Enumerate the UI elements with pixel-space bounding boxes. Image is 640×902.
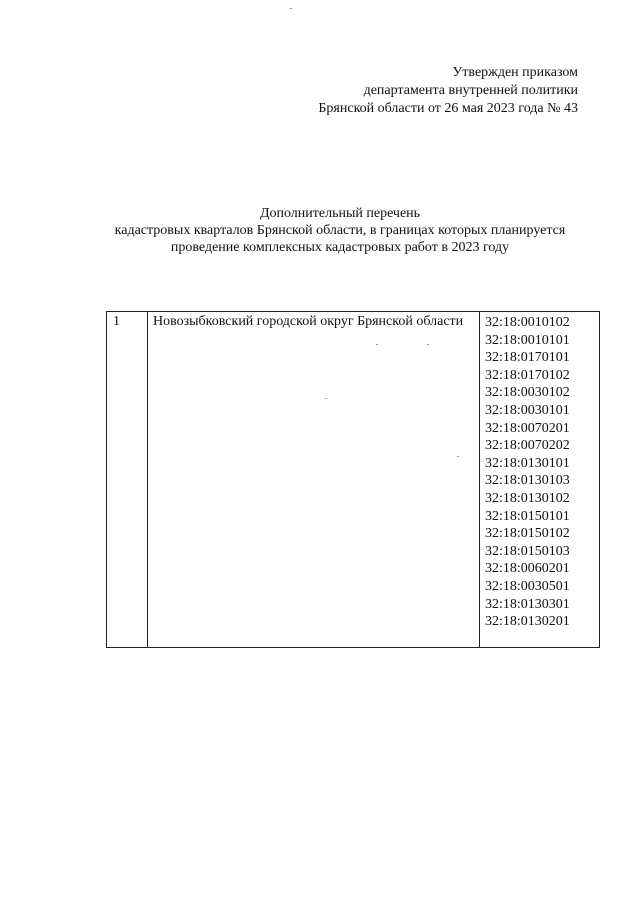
row-number-cell bbox=[107, 312, 148, 648]
cadastral-code: 32:18:0030101 bbox=[485, 402, 570, 418]
cadastral-code: 32:18:0070202 bbox=[485, 438, 570, 454]
cadastral-code: 32:18:0030102 bbox=[485, 385, 570, 401]
district-cell bbox=[148, 312, 480, 648]
cadastral-code: 32:18:0010102 bbox=[485, 315, 570, 330]
scan-speck bbox=[457, 456, 459, 457]
cadastral-code: 32:18:0170102 bbox=[485, 367, 570, 383]
cadastral-code: 32:18:0130301 bbox=[485, 596, 570, 612]
scan-speck bbox=[427, 344, 429, 345]
cadastral-code: 32:18:0060201 bbox=[485, 561, 570, 577]
cadastral-code: 32:18:0150101 bbox=[485, 508, 570, 524]
district-name: Новозыбковский городской округ Брянской области bbox=[153, 314, 464, 329]
cadastral-code: 32:18:0150102 bbox=[485, 526, 570, 542]
cadastral-code: 32:18:0170101 bbox=[485, 350, 570, 366]
cadastral-code: 32:18:0030501 bbox=[485, 578, 570, 594]
table-row bbox=[107, 312, 600, 648]
cadastral-code: 32:18:0130103 bbox=[485, 473, 570, 489]
approval-stamp bbox=[318, 64, 578, 118]
cadastral-quarters-table bbox=[106, 311, 600, 648]
cadastral-code: 32:18:0150103 bbox=[485, 543, 570, 559]
cadastral-code: 32:18:0130101 bbox=[485, 455, 570, 471]
title-line-1: Дополнительный перечень bbox=[259, 206, 421, 221]
scan-speck bbox=[290, 8, 292, 9]
scan-speck bbox=[376, 344, 378, 345]
title-line-2: кадастровых кварталов Брянской области, в границах которых планируется bbox=[114, 223, 566, 238]
row-number: 1 bbox=[113, 314, 120, 329]
document-title bbox=[0, 205, 640, 256]
scan-speck bbox=[325, 398, 327, 399]
approval-line-1: Утвержден приказом bbox=[452, 65, 578, 80]
title-line-3: проведение комплексных кадастровых работ в 2023 году bbox=[170, 240, 510, 255]
cadastral-code: 32:18:0130201 bbox=[485, 614, 570, 630]
cadastral-code: 32:18:0010101 bbox=[485, 332, 570, 348]
approval-line-3: Брянской области от 26 мая 2023 года № 43 bbox=[318, 101, 578, 116]
cadastral-code: 32:18:0070201 bbox=[485, 420, 570, 436]
approval-line-2: департамента внутренней политики bbox=[363, 83, 578, 98]
codes-cell bbox=[480, 312, 600, 648]
cadastral-code: 32:18:0130102 bbox=[485, 490, 570, 506]
